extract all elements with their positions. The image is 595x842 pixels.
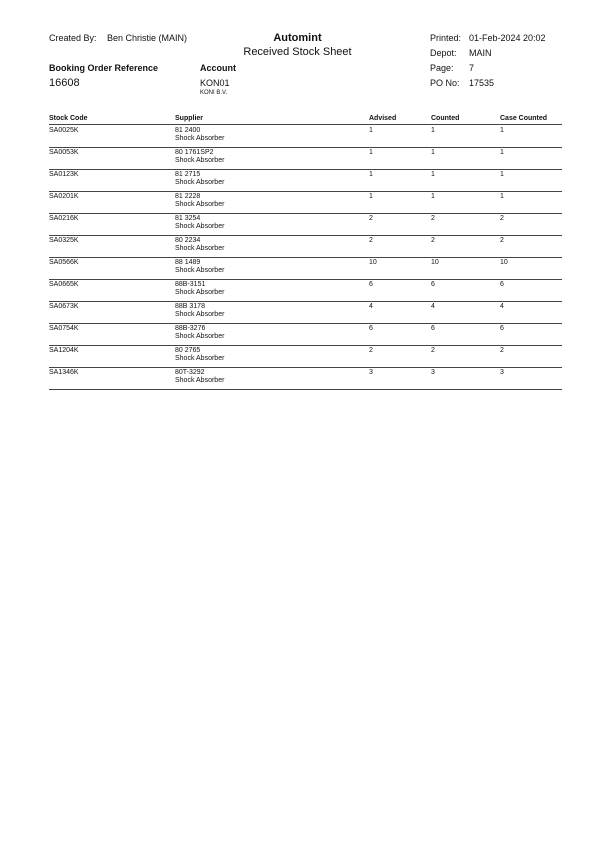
supplier-ref: 80 2234 (175, 237, 201, 244)
row-divider (49, 279, 562, 280)
stock-code: SA0216K (49, 215, 79, 222)
created-by-value: Ben Christie (MAIN) (107, 33, 188, 43)
counted: 4 (431, 303, 435, 310)
advised: 6 (369, 281, 373, 288)
page-label: Page: (430, 63, 454, 73)
table-row (49, 347, 562, 369)
stock-code: SA1346K (49, 369, 79, 376)
booking-ref-label: Booking Order Reference (49, 63, 159, 73)
description: Shock Absorber (175, 157, 225, 164)
description: Shock Absorber (175, 201, 225, 208)
account-name: KONI B.V. (200, 90, 228, 96)
col-stock-code: Stock Code (49, 115, 88, 122)
depot-label: Depot: (430, 48, 457, 58)
printed-value: 01-Feb-2024 20:02 (469, 33, 546, 43)
supplier (175, 127, 224, 143)
description: Shock Absorber (175, 355, 225, 362)
supplier-ref: 88B-3276 (175, 325, 206, 332)
col-supplier: Supplier (175, 115, 204, 122)
supplier (175, 369, 224, 385)
description: Shock Absorber (175, 245, 225, 252)
supplier (175, 325, 224, 341)
advised: 6 (369, 325, 373, 332)
stock-code: SA0566K (49, 259, 79, 266)
description: Shock Absorber (175, 289, 225, 296)
case-counted: 4 (500, 303, 504, 310)
advised: 1 (369, 149, 373, 156)
po-label: PO No: (430, 78, 460, 88)
table-row (49, 259, 562, 281)
stock-code: SA1204K (49, 347, 79, 354)
row-divider (49, 389, 562, 390)
supplier (175, 215, 224, 231)
row-divider (49, 213, 562, 214)
stock-code: SA0025K (49, 127, 79, 134)
stock-code: SA0201K (49, 193, 79, 200)
case-counted: 6 (500, 325, 504, 332)
stock-code: SA0325K (49, 237, 79, 244)
row-divider (49, 301, 562, 302)
row-divider (49, 367, 562, 368)
counted: 1 (431, 171, 435, 178)
po-value: 17535 (469, 78, 495, 88)
stock-code: SA0754K (49, 325, 79, 332)
row-divider (49, 191, 562, 192)
stock-code: SA0673K (49, 303, 79, 310)
case-counted: 10 (500, 259, 508, 266)
company-name: Automint (273, 32, 322, 44)
description: Shock Absorber (175, 333, 225, 340)
supplier (175, 303, 224, 319)
booking-ref-value: 16608 (49, 77, 80, 89)
table-row (49, 127, 562, 149)
advised: 10 (369, 259, 377, 266)
case-counted: 2 (500, 215, 504, 222)
description: Shock Absorber (175, 179, 225, 186)
col-advised: Advised (369, 115, 397, 122)
supplier-ref: 81 3254 (175, 215, 201, 222)
case-counted: 1 (500, 149, 504, 156)
advised: 2 (369, 237, 373, 244)
printed-label: Printed: (430, 33, 462, 43)
table-row (49, 193, 562, 215)
counted: 1 (431, 127, 435, 134)
supplier (175, 281, 224, 297)
case-counted: 6 (500, 281, 504, 288)
row-divider (49, 257, 562, 258)
supplier-ref: 80 1761SP2 (175, 149, 214, 156)
supplier-ref: 88B-3151 (175, 281, 206, 288)
row-divider (49, 345, 562, 346)
case-counted: 1 (500, 193, 504, 200)
advised: 1 (369, 193, 373, 200)
supplier (175, 193, 224, 209)
stock-code: SA0665K (49, 281, 79, 288)
header-rule (49, 124, 562, 125)
case-counted: 1 (500, 127, 504, 134)
counted: 2 (431, 347, 435, 354)
stock-code: SA0123K (49, 171, 79, 178)
stock-code: SA0053K (49, 149, 79, 156)
table-row (49, 369, 562, 391)
case-counted: 2 (500, 347, 504, 354)
account-code: KON01 (200, 78, 230, 88)
page-value: 7 (469, 63, 475, 73)
counted: 2 (431, 237, 435, 244)
supplier-ref: 81 2715 (175, 171, 201, 178)
col-case-counted: Case Counted (500, 115, 548, 122)
supplier-ref: 88 1489 (175, 259, 201, 266)
table-row (49, 303, 562, 325)
created-by-label: Created By: (49, 33, 97, 43)
case-counted: 3 (500, 369, 504, 376)
description: Shock Absorber (175, 267, 225, 274)
table-row (49, 237, 562, 259)
supplier (175, 259, 224, 275)
table-row (49, 325, 562, 347)
counted: 1 (431, 193, 435, 200)
supplier-ref: 80T-3292 (175, 369, 205, 376)
row-divider (49, 323, 562, 324)
description: Shock Absorber (175, 223, 225, 230)
counted: 6 (431, 325, 435, 332)
counted: 6 (431, 281, 435, 288)
table-row (49, 281, 562, 303)
table-row (49, 149, 562, 171)
description: Shock Absorber (175, 135, 225, 142)
counted: 1 (431, 149, 435, 156)
description: Shock Absorber (175, 377, 225, 384)
depot-value: MAIN (469, 48, 492, 58)
supplier-ref: 80 2765 (175, 347, 201, 354)
row-divider (49, 147, 562, 148)
table-row (49, 171, 562, 193)
row-divider (49, 235, 562, 236)
advised: 4 (369, 303, 373, 310)
supplier (175, 237, 224, 253)
advised: 2 (369, 347, 373, 354)
supplier (175, 149, 224, 165)
description: Shock Absorber (175, 311, 225, 318)
supplier-ref: 81 2228 (175, 193, 201, 200)
advised: 1 (369, 171, 373, 178)
supplier-ref: 88B 3178 (175, 303, 205, 310)
table-row (49, 215, 562, 237)
supplier (175, 171, 224, 187)
counted: 2 (431, 215, 435, 222)
advised: 1 (369, 127, 373, 134)
case-counted: 1 (500, 171, 504, 178)
advised: 3 (369, 369, 373, 376)
account-label: Account (200, 63, 236, 73)
counted: 10 (431, 259, 439, 266)
supplier-ref: 81 2400 (175, 127, 201, 134)
col-counted: Counted (431, 115, 460, 122)
advised: 2 (369, 215, 373, 222)
supplier (175, 347, 224, 363)
case-counted: 2 (500, 237, 504, 244)
counted: 3 (431, 369, 435, 376)
row-divider (49, 169, 562, 170)
sheet-title: Received Stock Sheet (243, 46, 352, 58)
